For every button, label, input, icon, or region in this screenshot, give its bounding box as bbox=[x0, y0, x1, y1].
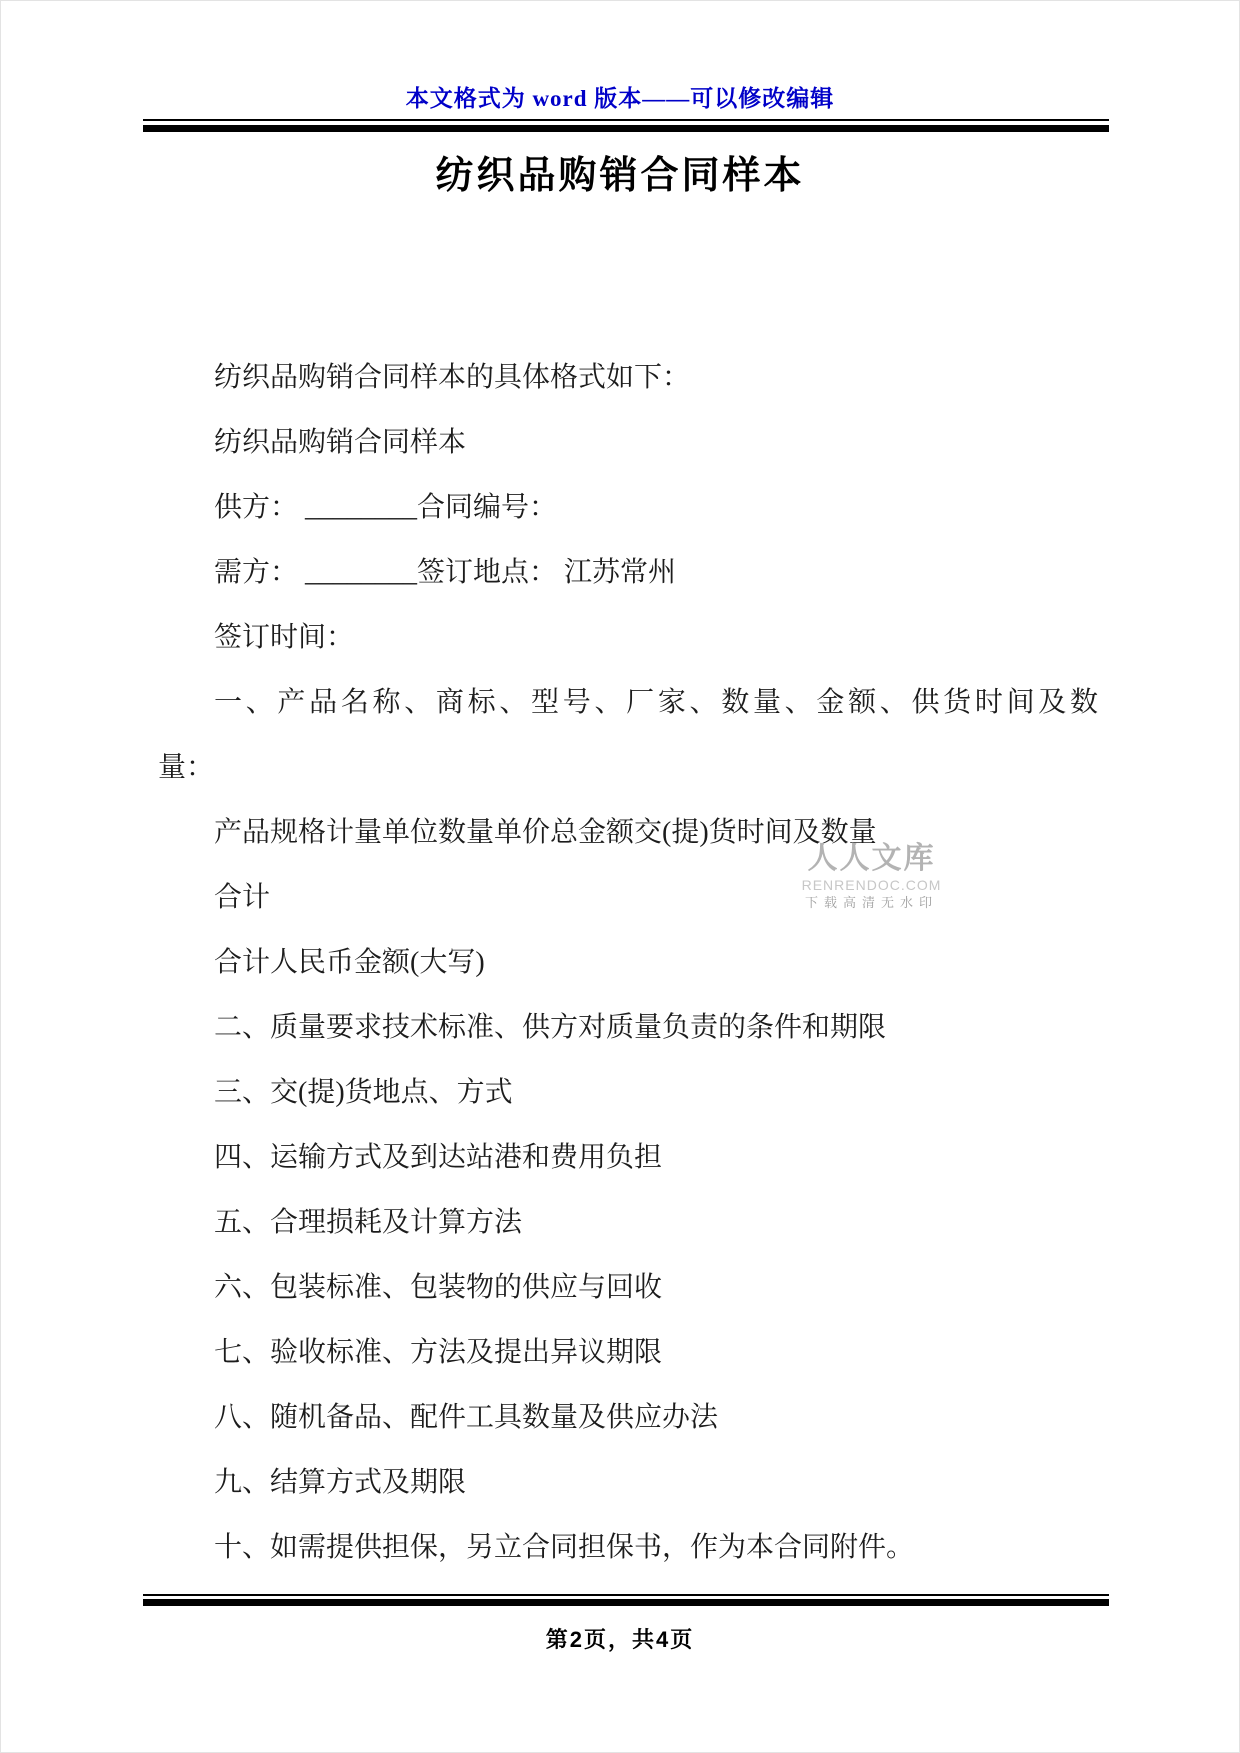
body-line: 八、随机备品、配件工具数量及供应办法 bbox=[214, 1402, 719, 1433]
header-rule-thick bbox=[143, 125, 1109, 132]
header-rule-thin bbox=[143, 119, 1109, 121]
body-line: 五、合理损耗及计算方法 bbox=[214, 1207, 523, 1238]
footer-page-number: 第2页，共4页 bbox=[545, 1627, 695, 1652]
body-line: 四、运输方式及到达站港和费用负担 bbox=[214, 1142, 663, 1173]
watermark-domain: RENRENDOC.COM bbox=[801, 877, 942, 893]
body-line: 签订时间： bbox=[214, 622, 355, 653]
body-line: 产品规格计量单位数量单价总金额交(提)货时间及数量 bbox=[214, 817, 877, 848]
watermark bbox=[799, 844, 944, 909]
body-line: 九、结算方式及期限 bbox=[214, 1467, 467, 1498]
body-line: 需方： ________签订地点： 江苏常州 bbox=[214, 557, 677, 588]
body-line: 纺织品购销合同样本的具体格式如下： bbox=[214, 362, 691, 393]
footer-rule-thin bbox=[143, 1594, 1109, 1596]
document-body bbox=[158, 345, 1098, 1580]
footer-rule-thick bbox=[143, 1599, 1109, 1606]
body-line: 十、如需提供担保，另立合同担保书，作为本合同附件。 bbox=[214, 1532, 915, 1563]
watermark-tagline: 下载高清无水印 bbox=[804, 895, 938, 910]
body-line: 一、产品名称、商标、型号、厂家、数量、金额、供货时间及数 bbox=[214, 687, 1098, 718]
body-line: 三、交(提)货地点、方式 bbox=[214, 1077, 513, 1108]
header-notice: 本文格式为 word 版本——可以修改编辑 bbox=[405, 86, 835, 111]
body-line: 七、验收标准、方法及提出异议期限 bbox=[214, 1337, 663, 1368]
body-line: 二、质量要求技术标准、供方对质量负责的条件和期限 bbox=[214, 1012, 887, 1043]
body-line: 供方： ________合同编号： bbox=[214, 492, 558, 523]
body-line: 量： bbox=[158, 752, 215, 783]
body-line: 六、包装标准、包装物的供应与回收 bbox=[214, 1272, 663, 1303]
page-title: 纺织品购销合同样本 bbox=[435, 155, 805, 197]
watermark-brand: 人人文库 bbox=[807, 842, 936, 875]
body-line: 合计 bbox=[214, 882, 271, 913]
body-line: 合计人民币金额(大写) bbox=[214, 947, 485, 978]
body-line: 纺织品购销合同样本 bbox=[214, 427, 467, 458]
